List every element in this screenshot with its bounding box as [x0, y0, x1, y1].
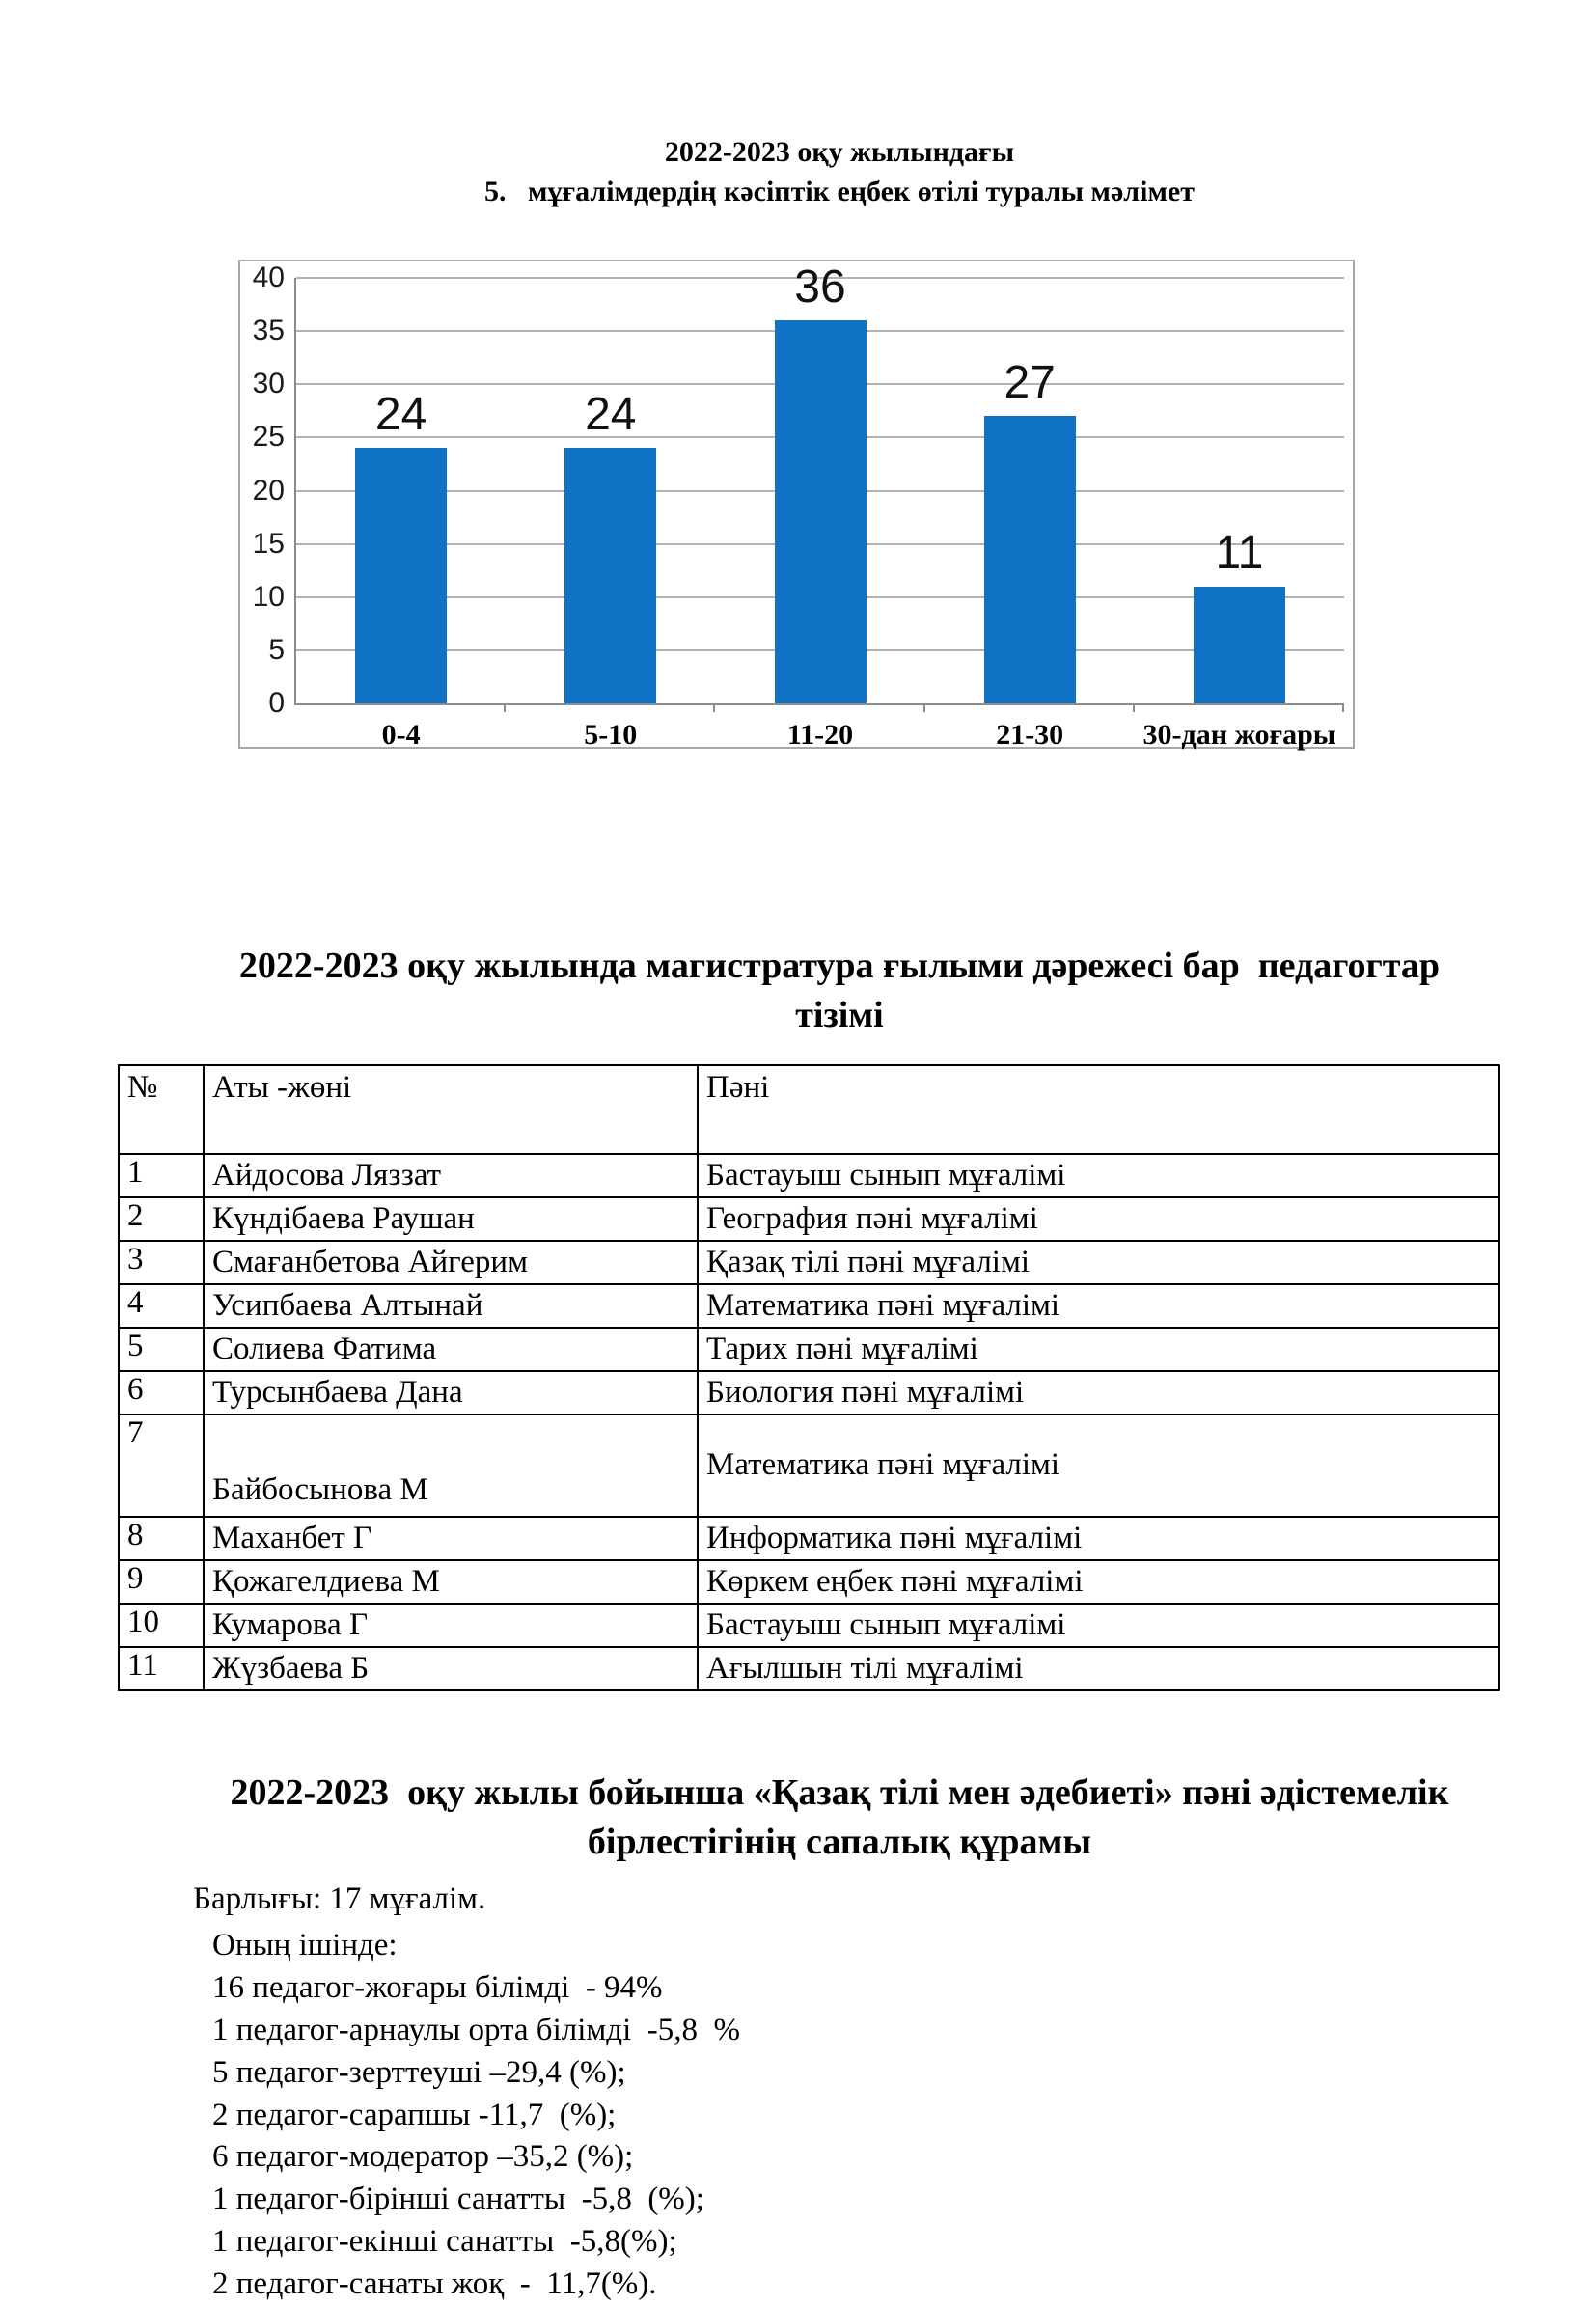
table-cell-number: 9 [119, 1560, 204, 1604]
chart-plot-area [252, 261, 1344, 751]
section-heading-magistratura-line-1: 2022-2023 оқу жылында магистратура ғылыми дәрежесі бар педагогтар [238, 946, 1441, 986]
table-cell-name: Турсынбаева Дана [204, 1371, 698, 1414]
bar-value-label: 24 [585, 389, 637, 441]
x-axis-tick [713, 703, 715, 712]
page-content [118, 0, 1561, 2306]
chart-bar [984, 416, 1076, 703]
document-title-line-1: 2022-2023 оқу жылындағы [664, 136, 1015, 168]
table-cell-number: 11 [119, 1647, 204, 1690]
table-cell-number: 6 [119, 1371, 204, 1414]
table-cell-name: Кумарова Г [204, 1604, 698, 1647]
total-teachers-line: Барлығы: 17 мұғалім. [193, 1881, 486, 1917]
x-axis-category-label: 0-4 [381, 719, 421, 751]
section-heading-magistratura-line-2: тізімі [795, 995, 884, 1036]
table-cell-name: Айдосова Ляззат [204, 1154, 698, 1197]
table-cell-subject: Тарих пәні мұғалімі [698, 1328, 1499, 1371]
y-axis-label: 40 [252, 261, 285, 293]
table-header-subject: Пәні [698, 1065, 1499, 1154]
table-cell-subject: Математика пәні мұғалімі [698, 1284, 1499, 1328]
table-cell-subject: Көркем еңбек пәні мұғалімі [698, 1560, 1499, 1604]
table-header-number: № [119, 1065, 204, 1154]
table-header-row [119, 1065, 1499, 1154]
table-cell-number: 5 [119, 1328, 204, 1371]
y-axis-label: 5 [268, 633, 285, 666]
y-axis-label: 0 [268, 687, 285, 719]
table-row [119, 1371, 1499, 1414]
x-axis-tick [923, 703, 925, 712]
table-row [119, 1560, 1499, 1604]
x-axis-category-label: 21-30 [996, 719, 1064, 751]
breakdown-item: 6 педагог-модератор –35,2 (%); [212, 2139, 634, 2175]
table-cell-subject: Биология пәні мұғалімі [698, 1371, 1499, 1414]
breakdown-item: 2 педагог-санаты жоқ - 11,7(%). [212, 2266, 657, 2302]
document-title-line-2: 5. мұғалімдердің кәсіптік еңбек өтілі туралы мәлімет [484, 175, 1195, 207]
breakdown-item: 16 педагог-жоғары білімді - 94% [212, 1969, 663, 2005]
table-cell-number: 2 [119, 1197, 204, 1241]
bar-value-label: 27 [1004, 357, 1056, 409]
table-cell-subject: Ағылшын тілі мұғалімі [698, 1647, 1499, 1690]
breakdown-item: 1 педагог-арнаулы орта білімді -5,8 % [212, 2012, 740, 2047]
table-cell-name: Байбосынова М [204, 1414, 698, 1517]
table-cell-number: 10 [119, 1604, 204, 1647]
breakdown-item: 2 педагог-сарапшы -11,7 (%); [212, 2097, 617, 2132]
table-row [119, 1197, 1499, 1241]
table-cell-subject: География пәні мұғалімі [698, 1197, 1499, 1241]
table-cell-name: Қожагелдиева М [204, 1560, 698, 1604]
table-header-name: Аты -жөні [204, 1065, 698, 1154]
table-row [119, 1241, 1499, 1284]
y-axis-label: 30 [252, 368, 285, 400]
chart-bar [564, 448, 656, 703]
chart-bar [775, 320, 867, 703]
table-row [119, 1154, 1499, 1197]
table-cell-number: 3 [119, 1241, 204, 1284]
table-cell-subject: Бастауыш сынып мұғалімі [698, 1604, 1499, 1647]
table-cell-subject: Информатика пәні мұғалімі [698, 1517, 1499, 1560]
breakdown-item: 1 педагог-екінші санатты -5,8(%); [212, 2224, 677, 2260]
table-row [119, 1604, 1499, 1647]
breakdown-intro-line: Оның ішінде: [212, 1928, 398, 1963]
section-heading-magistratura [118, 942, 1561, 1041]
table-cell-name: Солиева Фатима [204, 1328, 698, 1371]
section-heading-method-union-line-1: 2022-2023 оқу жылы бойынша «Қазақ тілі мен әдебиеті» пәні әдістемелік [230, 1771, 1449, 1813]
table-cell-number: 7 [119, 1414, 204, 1517]
table-row [119, 1517, 1499, 1560]
table-cell-name: Смағанбетова Айгерим [204, 1241, 698, 1284]
bar-value-label: 11 [1215, 527, 1264, 579]
table-cell-name: Күндібаева Раушан [204, 1197, 698, 1241]
chart-bar [1194, 587, 1285, 703]
teachers-table [118, 1064, 1500, 1691]
table-cell-subject: Математика пәні мұғалімі [698, 1414, 1499, 1517]
table-cell-number: 1 [119, 1154, 204, 1197]
x-axis-tick [1342, 703, 1344, 712]
section-heading-method-union [118, 1769, 1561, 1868]
table-cell-subject: Қазақ тілі пәні мұғалімі [698, 1241, 1499, 1284]
table-cell-name: Маханбет Г [204, 1517, 698, 1560]
bar-value-label: 24 [374, 389, 427, 441]
table-row [119, 1328, 1499, 1371]
document-title [118, 133, 1561, 211]
bar-chart [238, 260, 1355, 749]
breakdown-item: 5 педагог-зерттеуші –29,4 (%); [212, 2054, 626, 2090]
table-cell-subject: Бастауыш сынып мұғалімі [698, 1154, 1499, 1197]
x-axis-category-label: 5-10 [584, 719, 638, 751]
table-row [119, 1647, 1499, 1690]
chart-bar [355, 448, 447, 703]
table-row [119, 1284, 1499, 1328]
table-cell-name: Усипбаева Алтынай [204, 1284, 698, 1328]
x-axis-category-label: 11-20 [786, 719, 854, 751]
section-heading-method-union-line-2: бірлестігінің сапалық құрамы [587, 1821, 1092, 1862]
x-axis-tick [1133, 703, 1135, 712]
breakdown-list [118, 1967, 1561, 2306]
bar-value-label: 36 [794, 261, 846, 314]
table-cell-number: 4 [119, 1284, 204, 1328]
table-row [119, 1414, 1499, 1517]
table-cell-number: 8 [119, 1517, 204, 1560]
x-axis-tick [504, 703, 506, 712]
y-axis-label: 10 [252, 580, 285, 613]
y-axis-label: 35 [252, 315, 285, 347]
x-axis-category-label: 30-дан жоғары [1142, 719, 1336, 751]
breakdown-item: 1 педагог-бірінші санатты -5,8 (%); [212, 2182, 704, 2217]
table-body [119, 1154, 1499, 1690]
y-axis-label: 15 [252, 527, 285, 560]
y-axis-label: 25 [252, 421, 285, 453]
y-axis-label: 20 [252, 474, 285, 507]
table-cell-name: Жүзбаева Б [204, 1647, 698, 1690]
